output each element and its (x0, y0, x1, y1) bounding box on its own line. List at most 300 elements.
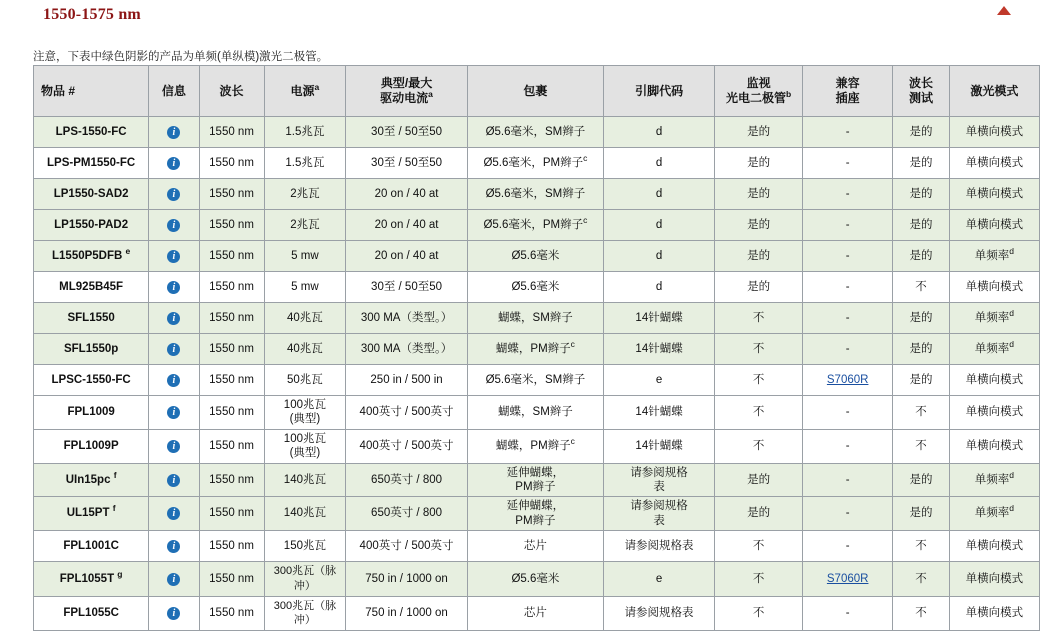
cell-wavelength-test (893, 429, 950, 463)
table-header (34, 66, 1040, 117)
cell-item (34, 210, 149, 241)
wavelength-test-value: 是的 (909, 187, 933, 200)
cell-wavelength-test (893, 117, 950, 148)
cell-socket[interactable] (803, 562, 893, 597)
pin-value: d (655, 187, 663, 200)
cell-item (34, 334, 149, 365)
item-footnote: f (113, 469, 117, 480)
drive-current-value: 400英寸 / 500英寸 (359, 406, 454, 419)
wavelength-test-value: 是的 (909, 342, 933, 355)
power-value: 140兆瓦 (283, 507, 326, 520)
wavelength-test-value: 不 (915, 572, 927, 585)
package-value: 芯片 (523, 539, 547, 552)
cell-wavelength-test (893, 463, 950, 497)
power-line2: (典型) (289, 413, 321, 426)
package-value: 蝴蝶，PM辫子 (495, 439, 571, 452)
monitor-value: 是的 (747, 187, 771, 200)
cell-package (467, 429, 603, 463)
power-value: 1.5兆瓦 (285, 156, 325, 169)
info-icon[interactable]: i (167, 374, 180, 387)
cell-socket (803, 531, 893, 562)
cell-info[interactable] (149, 241, 199, 272)
info-icon[interactable]: i (167, 440, 180, 453)
table-row (34, 210, 1040, 241)
info-icon[interactable]: i (167, 157, 180, 170)
col-header-info (149, 66, 199, 117)
cell-drive-current (346, 429, 468, 463)
item-name: L1550P5DFB (52, 249, 123, 262)
cell-wavelength (199, 241, 264, 272)
wavelength-value: 1550 nm (209, 156, 254, 169)
product-spec-table (33, 65, 1040, 631)
package-value: 芯片 (523, 607, 547, 620)
wavelength-test-value: 不 (915, 607, 927, 620)
cell-power (264, 303, 346, 334)
laser-mode-value: 单横向模式 (965, 373, 1024, 386)
table-body (34, 117, 1040, 631)
pin-value: e (655, 572, 663, 585)
monitor-value: 是的 (747, 218, 771, 231)
drive-current-value: 20 on / 40 at (374, 249, 439, 262)
cell-socket (803, 272, 893, 303)
item-name: FPL1001C (63, 539, 119, 552)
cell-power (264, 148, 346, 179)
laser-mode-value: 单横向模式 (965, 439, 1024, 452)
pin-value: 请参阅规格表 (624, 607, 694, 620)
pin-value: d (655, 218, 663, 231)
info-icon[interactable]: i (167, 126, 180, 139)
cell-laser-mode (949, 272, 1039, 303)
col-header-item (34, 66, 149, 117)
cell-wavelength-test (893, 272, 950, 303)
info-icon[interactable]: i (167, 607, 180, 620)
drive-current-value: 300 MA（类型。） (360, 311, 453, 324)
package-value: Ø5.6毫米 (511, 572, 560, 585)
socket-value: - (845, 218, 850, 231)
cell-monitor-photodiode (715, 497, 803, 531)
col-header-drive-line1: 典型/最大 (380, 76, 433, 90)
cell-wavelength (199, 497, 264, 531)
cell-pin-code (604, 396, 715, 430)
col-header-wavelength-label: 波长 (219, 83, 244, 98)
drive-current-value: 650英寸 / 800 (371, 473, 443, 486)
col-header-laser-mode-label: 激光模式 (970, 83, 1019, 98)
wavelength-value: 1550 nm (209, 439, 254, 452)
col-header-power-label: 电源 (290, 83, 315, 98)
monitor-value: 不 (752, 342, 765, 355)
drive-current-value: 30至 / 50至50 (371, 156, 443, 169)
wavelength-test-value: 是的 (909, 125, 933, 138)
cell-package (467, 463, 603, 497)
cell-item (34, 463, 149, 497)
cell-info[interactable] (149, 531, 199, 562)
cell-drive-current (346, 179, 468, 210)
wavelength-value: 1550 nm (209, 539, 254, 552)
table-row (34, 272, 1040, 303)
laser-mode-value: 单频率 (974, 507, 1010, 520)
cell-drive-current (346, 272, 468, 303)
cell-monitor-photodiode (715, 303, 803, 334)
col-header-power-sup: a (314, 81, 320, 92)
cell-socket (803, 497, 893, 531)
wavelength-test-value: 是的 (909, 249, 933, 262)
cell-laser-mode (949, 148, 1039, 179)
info-icon[interactable]: i (167, 573, 180, 586)
drive-current-value: 30至 / 50至50 (371, 125, 443, 138)
cell-package (467, 117, 603, 148)
cell-monitor-photodiode (715, 562, 803, 597)
cell-pin-code (604, 210, 715, 241)
package-value: 蝴蝶，SM辫子 (498, 311, 573, 324)
laser-mode-value: 单横向模式 (965, 572, 1024, 585)
cell-monitor-photodiode (715, 179, 803, 210)
power-value: 40兆瓦 (287, 311, 323, 324)
cell-pin-code (604, 429, 715, 463)
cell-item (34, 497, 149, 531)
socket-value: - (845, 539, 850, 552)
cell-drive-current (346, 117, 468, 148)
cell-laser-mode (949, 334, 1039, 365)
item-name: LPS-1550-FC (55, 125, 127, 138)
cell-info[interactable] (149, 334, 199, 365)
item-footnote: g (117, 568, 123, 579)
cell-info[interactable] (149, 303, 199, 334)
cell-socket (803, 463, 893, 497)
wavelength-value: 1550 nm (209, 473, 254, 486)
table-row (34, 365, 1040, 396)
wavelength-value: 1550 nm (209, 342, 254, 355)
cell-info[interactable] (149, 210, 199, 241)
item-name: UIn15pc (65, 473, 111, 486)
info-icon[interactable]: i (167, 281, 180, 294)
socket-value: - (845, 406, 850, 419)
col-header-monitor-sup: b (786, 89, 792, 99)
cell-package (467, 562, 603, 597)
cell-wavelength-test (893, 562, 950, 597)
col-header-monitor-line2: 光电二极管 (726, 91, 787, 105)
table-row (34, 303, 1040, 334)
col-header-monitor-line1: 监视 (746, 76, 771, 90)
cell-drive-current (346, 396, 468, 430)
item-footnote: e (125, 245, 131, 256)
pin-value: e (655, 373, 663, 386)
info-icon[interactable]: i (167, 406, 180, 419)
power-value: 50兆瓦 (287, 373, 323, 386)
laser-mode-value: 单频率 (974, 473, 1010, 486)
cell-laser-mode (949, 210, 1039, 241)
cell-info[interactable] (149, 148, 199, 179)
cell-item (34, 148, 149, 179)
laser-mode-value: 单横向模式 (965, 187, 1024, 200)
pin-value: d (655, 125, 663, 138)
page-title: 1550-1575 nm (43, 6, 141, 23)
cell-laser-mode (949, 463, 1039, 497)
socket-link[interactable]: S7060R (826, 572, 869, 585)
cell-package (467, 272, 603, 303)
cell-wavelength-test (893, 241, 950, 272)
wavelength-test-value: 是的 (909, 473, 933, 486)
cell-laser-mode (949, 596, 1039, 631)
col-header-wavetest-line1: 波长 (909, 76, 934, 90)
cell-package (467, 303, 603, 334)
cell-info[interactable] (149, 429, 199, 463)
info-icon[interactable]: i (167, 188, 180, 201)
cell-item (34, 596, 149, 631)
table-row (34, 117, 1040, 148)
cell-laser-mode (949, 365, 1039, 396)
socket-value: - (845, 249, 850, 262)
cell-drive-current (346, 596, 468, 631)
power-value: 150兆瓦 (283, 539, 326, 552)
info-icon[interactable]: i (167, 250, 180, 263)
cell-laser-mode (949, 562, 1039, 597)
socket-value: - (845, 342, 850, 355)
cell-package (467, 334, 603, 365)
cell-info[interactable] (149, 117, 199, 148)
package-value: Ø5.6毫米 (511, 280, 560, 293)
col-header-pin-label: 引脚代码 (635, 83, 684, 98)
pin-value: 14针蝴蝶 (635, 342, 683, 355)
cell-power (264, 396, 346, 430)
pin-line1: 请参阅规格 (630, 500, 688, 513)
pin-value: d (655, 249, 663, 262)
cell-power (264, 531, 346, 562)
cell-socket (803, 117, 893, 148)
cell-drive-current (346, 531, 468, 562)
cell-socket (803, 210, 893, 241)
col-header-laser-mode (949, 66, 1039, 117)
cell-package (467, 531, 603, 562)
item-name: UL15PT (66, 507, 110, 520)
table-row (34, 562, 1040, 597)
cell-socket (803, 179, 893, 210)
cell-package (467, 148, 603, 179)
table-row (34, 596, 1040, 631)
cell-monitor-photodiode (715, 117, 803, 148)
cell-power (264, 463, 346, 497)
item-name: FPL1055T (59, 572, 115, 585)
monitor-value: 是的 (747, 473, 771, 486)
laser-mode-value: 单频率 (974, 342, 1010, 355)
monitor-value: 不 (752, 572, 765, 585)
info-icon[interactable]: i (167, 343, 180, 356)
power-value: 1.5兆瓦 (285, 125, 325, 138)
table-row (34, 396, 1040, 430)
power-line2: (典型) (289, 447, 321, 460)
cell-wavelength (199, 179, 264, 210)
cell-monitor-photodiode (715, 429, 803, 463)
cell-laser-mode (949, 303, 1039, 334)
monitor-value: 是的 (747, 156, 771, 169)
cell-wavelength (199, 210, 264, 241)
laser-mode-value: 单横向模式 (965, 125, 1024, 138)
col-header-wavelength-test (893, 66, 950, 117)
cell-package (467, 241, 603, 272)
cell-wavelength-test (893, 148, 950, 179)
cell-power (264, 562, 346, 597)
info-icon[interactable]: i (167, 312, 180, 325)
cell-info[interactable] (149, 272, 199, 303)
cell-power (264, 210, 346, 241)
cell-monitor-photodiode (715, 334, 803, 365)
laser-mode-value: 单频率 (974, 249, 1010, 262)
info-icon[interactable]: i (167, 474, 180, 487)
laser-mode-value: 单横向模式 (965, 218, 1024, 231)
table-row (34, 497, 1040, 531)
monitor-value: 不 (752, 539, 765, 552)
cell-wavelength-test (893, 334, 950, 365)
socket-value: - (845, 187, 850, 200)
drive-current-value: 750 in / 1000 on (365, 572, 448, 585)
cell-info[interactable] (149, 562, 199, 597)
drive-current-value: 20 on / 40 at (374, 187, 439, 200)
power-value: 5 mw (291, 249, 319, 262)
wavelength-value: 1550 nm (209, 280, 254, 293)
package-value: Ø5.6毫米，SM辫子 (485, 125, 586, 138)
col-header-pin-code (604, 66, 715, 117)
cell-package (467, 179, 603, 210)
laser-mode-value: 单横向模式 (965, 156, 1024, 169)
cell-wavelength-test (893, 303, 950, 334)
cell-drive-current (346, 210, 468, 241)
package-line2: PM辫子 (515, 514, 556, 527)
col-header-drive-sup: a (428, 89, 433, 99)
cell-info[interactable] (149, 396, 199, 430)
item-name: FPL1055C (63, 607, 119, 620)
power-value: 140兆瓦 (283, 473, 326, 486)
cell-wavelength (199, 365, 264, 396)
spec-table-container (33, 65, 1040, 631)
item-name: FPL1009 (67, 406, 115, 419)
power-line1: 100兆瓦 (283, 399, 326, 411)
col-header-package (467, 66, 603, 117)
cell-monitor-photodiode (715, 596, 803, 631)
col-header-socket-line1: 兼容 (835, 76, 860, 90)
cell-laser-mode (949, 497, 1039, 531)
cell-info[interactable] (149, 179, 199, 210)
socket-link[interactable]: S7060R (826, 373, 869, 386)
drive-current-value: 20 on / 40 at (374, 218, 439, 231)
col-header-info-label: 信息 (161, 83, 186, 98)
cell-pin-code (604, 596, 715, 631)
laser-mode-footnote: d (1009, 307, 1015, 318)
cell-wavelength (199, 531, 264, 562)
pin-value: 14针蝴蝶 (635, 406, 683, 419)
cell-socket[interactable] (803, 365, 893, 396)
monitor-value: 不 (752, 373, 765, 386)
cell-drive-current (346, 241, 468, 272)
info-icon[interactable]: i (167, 540, 180, 553)
cell-laser-mode (949, 429, 1039, 463)
item-name: ML925B45F (59, 280, 124, 293)
col-header-wavelength (199, 66, 264, 117)
pin-value: d (655, 156, 663, 169)
laser-mode-value: 单横向模式 (965, 280, 1024, 293)
cell-monitor-photodiode (715, 365, 803, 396)
wavelength-value: 1550 nm (209, 507, 254, 520)
package-value: 蝴蝶，SM辫子 (498, 406, 573, 419)
socket-value: - (845, 280, 850, 293)
cell-wavelength-test (893, 531, 950, 562)
info-icon[interactable]: i (167, 507, 180, 520)
cell-wavelength (199, 148, 264, 179)
cell-wavelength (199, 272, 264, 303)
cell-laser-mode (949, 396, 1039, 430)
col-header-power (264, 66, 346, 117)
cell-laser-mode (949, 241, 1039, 272)
cell-pin-code (604, 531, 715, 562)
wavelength-value: 1550 nm (209, 125, 254, 138)
cell-wavelength (199, 596, 264, 631)
col-header-monitor-photodiode (715, 66, 803, 117)
laser-mode-footnote: d (1009, 245, 1015, 256)
laser-mode-footnote: d (1009, 503, 1015, 514)
pin-line1: 请参阅规格 (630, 466, 688, 479)
cell-wavelength-test (893, 179, 950, 210)
laser-mode-value: 单横向模式 (965, 406, 1024, 419)
cell-monitor-photodiode (715, 210, 803, 241)
cell-info[interactable] (149, 497, 199, 531)
cell-wavelength (199, 562, 264, 597)
cell-laser-mode (949, 117, 1039, 148)
monitor-value: 是的 (747, 507, 771, 520)
package-line2: PM辫子 (515, 480, 556, 493)
cell-package (467, 497, 603, 531)
cell-pin-code (604, 272, 715, 303)
package-value: Ø5.6毫米，PM辫子 (483, 156, 584, 169)
cell-item (34, 179, 149, 210)
drive-current-value: 750 in / 1000 on (365, 607, 448, 620)
cell-item (34, 272, 149, 303)
package-footnote: c (583, 214, 588, 225)
package-line1: 延伸蝴蝶， (506, 500, 565, 513)
cell-monitor-photodiode (715, 531, 803, 562)
cell-drive-current (346, 303, 468, 334)
cell-item (34, 117, 149, 148)
cell-wavelength-test (893, 210, 950, 241)
drive-current-value: 250 in / 500 in (370, 373, 443, 386)
cell-item (34, 531, 149, 562)
col-header-wavetest-line2: 测试 (909, 91, 934, 105)
col-header-socket-line2: 插座 (835, 91, 860, 105)
cell-power (264, 117, 346, 148)
power-value: 5 mw (291, 280, 319, 293)
cell-pin-code (604, 179, 715, 210)
scroll-up-arrow-icon[interactable] (997, 6, 1011, 15)
cell-pin-code (604, 562, 715, 597)
package-value: Ø5.6毫米，PM辫子 (483, 218, 584, 231)
info-icon[interactable]: i (167, 219, 180, 232)
wavelength-value: 1550 nm (209, 373, 254, 386)
cell-wavelength (199, 334, 264, 365)
table-row (34, 179, 1040, 210)
item-name: LPS-PM1550-FC (47, 156, 136, 169)
drive-current-value: 400英寸 / 500英寸 (359, 439, 454, 452)
table-row (34, 429, 1040, 463)
laser-mode-footnote: d (1009, 469, 1015, 480)
package-footnote: c (583, 152, 588, 163)
monitor-value: 不 (752, 406, 765, 419)
cell-monitor-photodiode (715, 463, 803, 497)
cell-info[interactable] (149, 596, 199, 631)
monitor-value: 不 (752, 439, 765, 452)
cell-socket (803, 396, 893, 430)
cell-info[interactable] (149, 463, 199, 497)
laser-mode-value: 单频率 (974, 311, 1010, 324)
pin-value: 14针蝴蝶 (635, 311, 683, 324)
cell-info[interactable] (149, 365, 199, 396)
monitor-value: 不 (752, 607, 765, 620)
